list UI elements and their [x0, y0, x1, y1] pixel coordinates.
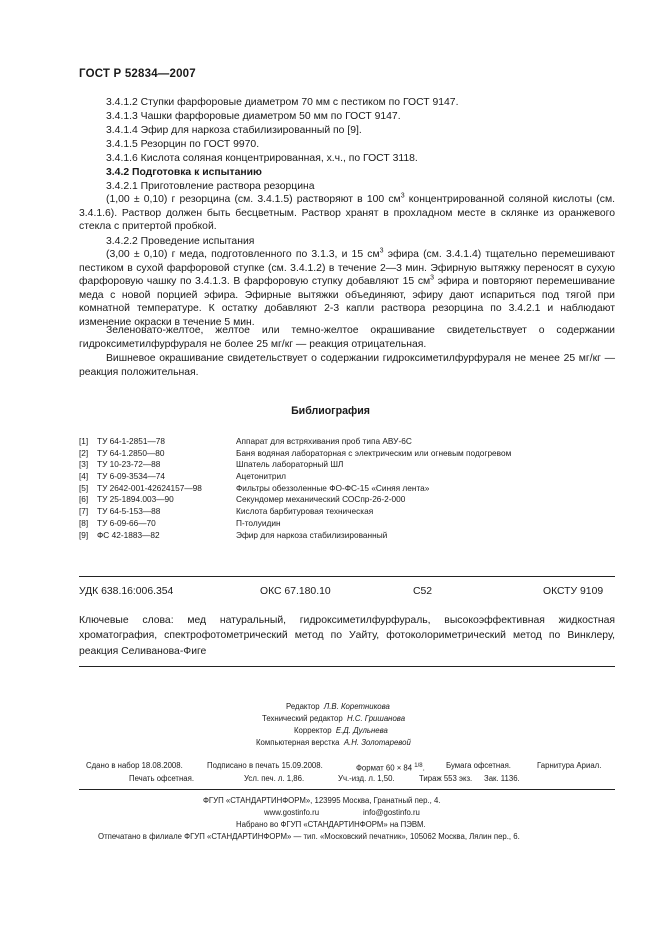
bibliography-title: Библиография — [291, 405, 370, 417]
publisher-printed: Отпечатано в филиале ФГУП «СТАНДАРТИНФОРМ» — тип. «Московский печатник», 105062 Москва, Лялин пер., 6. — [98, 832, 520, 841]
print-date-set: Сдано в набор 18.08.2008. — [86, 761, 183, 770]
print-font: Гарнитура Ариал. — [537, 761, 602, 770]
bib-description: Шпатель лабораторный ШЛ — [236, 459, 344, 470]
print-sheets: Усл. печ. л. 1,86. — [244, 774, 305, 783]
staff-name: Н.С. Гришанова — [347, 714, 406, 723]
print-method: Печать офсетная. — [129, 774, 195, 783]
staff-tech-editor — [262, 713, 405, 725]
publisher-address: ФГУП «СТАНДАРТИНФОРМ», 123995 Москва, Гранатный пер., 4. — [203, 796, 441, 805]
item-3-4-1-6: 3.4.1.6 Кислота соляная концентрированная, х.ч., по ГОСТ 3118. — [106, 153, 418, 164]
publisher-email[interactable]: info@gostinfo.ru — [363, 808, 420, 817]
bibliography-item — [79, 506, 511, 518]
bibliography-item — [79, 530, 511, 542]
staff-name: Е.Д. Дульнева — [335, 726, 388, 735]
bib-code: ТУ 64-1.2850—80 — [97, 447, 165, 458]
oks-code: ОКС 67.180.10 — [260, 586, 331, 597]
bibliography-item — [79, 494, 511, 506]
bibliography-item — [79, 459, 511, 471]
subsection-3-4-2-2: 3.4.2.2 Проведение испытания — [106, 236, 255, 247]
staff-role: Компьютерная верстка — [256, 738, 340, 747]
okstu-code: ОКСТУ 9109 — [543, 586, 604, 597]
bib-number: [3] — [79, 459, 89, 470]
bib-code: ТУ 6-09-3534—74 — [97, 471, 165, 482]
publisher-typeset: Набрано во ФГУП «СТАНДАРТИНФОРМ» на ПЭВМ. — [236, 820, 426, 829]
staff-role: Корректор — [294, 726, 332, 735]
print-format: Формат 60 × 84 $^{1/8}$. — [356, 763, 425, 773]
bib-code: ТУ 10-23-72—88 — [97, 459, 161, 470]
bibliography-item — [79, 471, 511, 483]
divider-middle — [79, 666, 615, 667]
bib-number: [9] — [79, 529, 89, 540]
bib-code: ТУ 25-1894.003—90 — [97, 494, 174, 505]
bib-code: ТУ 6-09-66—70 — [97, 517, 156, 528]
bibliography-item — [79, 483, 511, 495]
bib-code: ФС 42-1883—82 — [97, 529, 160, 540]
bib-description: Кислота барбитуровая техническая — [236, 506, 374, 517]
bib-code: ТУ 64-5-153—88 — [97, 506, 161, 517]
item-3-4-1-4: 3.4.1.4 Эфир для наркоза стабилизированный по [9]. — [106, 125, 362, 136]
bib-description: Баня водяная лабораторная с электрическим или огневым подогревом — [236, 447, 512, 458]
divider-bottom — [79, 789, 615, 790]
paragraph-test-procedure: (3,00 ± 0,10) г меда, подготовленного по 3.1.3, и 15 $см^3$ эфира (см. 3.4.1.4) тщательно перемешивают пестиком в сухой фарфоровой ступке (см. 3.4.1.2) в течение 2—3 мин. Эфирную вытяжку переносят в сухую фарфоровую чашку по 3.4.1.3. В фарфоровую ступку добавляют 15 $см^3$ эфира и повторяют перемешивание меда с новой порцией эфира. Эфирные вытяжки объединяют, эфиру дают испариться под тягой при комнатной температуре. К остатку добавляют 2-3 капли раствора резорцина по 3.4.2.1 и наблюдают изменение окраски в течение 5 мин. — [79, 247, 616, 328]
bib-description: Аппарат для встряхивания проб типа АВУ-6С — [236, 436, 412, 446]
bib-code: ТУ 64-1-2851—78 — [97, 436, 165, 446]
bib-description: Ацетонитрил — [236, 471, 286, 482]
staff-editor — [286, 701, 390, 713]
bib-number: [5] — [79, 482, 89, 493]
udk-code: УДК 638.16:006.354 — [79, 586, 174, 597]
print-pub-sheets: Уч.-изд. л. 1,50. — [338, 774, 395, 783]
item-3-4-1-5: 3.4.1.5 Резорцин по ГОСТ 9970. — [106, 139, 260, 150]
bib-number: [4] — [79, 471, 89, 482]
publisher-website[interactable]: www.gostinfo.ru — [264, 808, 320, 817]
bib-description: Эфир для наркоза стабилизированный — [236, 529, 388, 540]
paragraph-negative-reaction: Зеленовато-желтое, желтое или темно-желтое окрашивание свидетельствует о содержании гидроксиметилфурфураля не более 25 мг/кг — реакция отрицательная. — [79, 325, 615, 350]
staff-name: Л.В. Коретникова — [323, 702, 390, 711]
item-3-4-1-3: 3.4.1.3 Чашки фарфоровые диаметром 50 мм по ГОСТ 9147. — [106, 111, 401, 122]
staff-layout — [256, 737, 411, 749]
paragraph-positive-reaction: Вишневое окрашивание свидетельствует о содержании гидроксиметилфурфураля не менее 25 мг/кг — реакция положительная. — [79, 353, 615, 378]
print-order: Зак. 1136. — [484, 774, 520, 783]
document-header: ГОСТ Р 52834—2007 — [79, 68, 196, 80]
bib-number: [6] — [79, 494, 89, 505]
bibliography-item — [79, 436, 511, 448]
print-run: Тираж 553 экз. — [419, 774, 473, 783]
bib-code: ТУ 2642-001-42624157—98 — [97, 482, 202, 493]
bib-number: [1] — [79, 436, 89, 446]
staff-name: А.Н. Золотаревой — [343, 738, 411, 747]
bib-number: [2] — [79, 447, 89, 458]
bib-description: П-толуидин — [236, 517, 281, 528]
bibliography-item — [79, 448, 511, 460]
bibliography-list — [79, 436, 511, 541]
paragraph-resorcinol-solution: (1,00 ± 0,10) г резорцина (см. 3.4.1.5) растворяют в 100 $см^3$ концентрированной соляной кислоты (см. 3.4.1.6). Раствор должен быть бесцветным. Раствор хранят в прохладном месте в склянке из оранжевого стекла с притертой пробкой. — [79, 192, 615, 233]
bib-number: [7] — [79, 506, 89, 517]
bibliography-item — [79, 518, 511, 530]
keywords-paragraph: Ключевые слова: мед натуральный, гидроксиметилфурфураль, высокоэффективная жидкостная хроматография, спектрофотометрический метод по Уайту, фотоколориметрический метод по Винклеру, реакция Селиванова-Фиге — [79, 615, 615, 657]
bib-description: Секундомер механический СОСпр-26-2-000 — [236, 494, 406, 505]
print-paper: Бумага офсетная. — [446, 761, 511, 770]
divider-top — [79, 576, 615, 577]
section-heading-3-4-2: 3.4.2 Подготовка к испытанию — [106, 167, 262, 178]
subsection-3-4-2-1: 3.4.2.1 Приготовление раствора резорцина — [106, 181, 315, 192]
bib-description: Фильтры обеззоленные ФО-ФС-15 «Синяя лента» — [236, 482, 430, 493]
item-3-4-1-2: 3.4.1.2 Ступки фарфоровые диаметром 70 мм с пестиком по ГОСТ 9147. — [106, 97, 459, 108]
print-date-signed: Подписано в печать 15.09.2008. — [207, 761, 323, 770]
staff-role: Редактор — [286, 702, 320, 711]
c-code: С52 — [413, 586, 433, 597]
bib-number: [8] — [79, 517, 89, 528]
staff-role: Технический редактор — [262, 714, 343, 723]
staff-corrector — [294, 725, 388, 737]
